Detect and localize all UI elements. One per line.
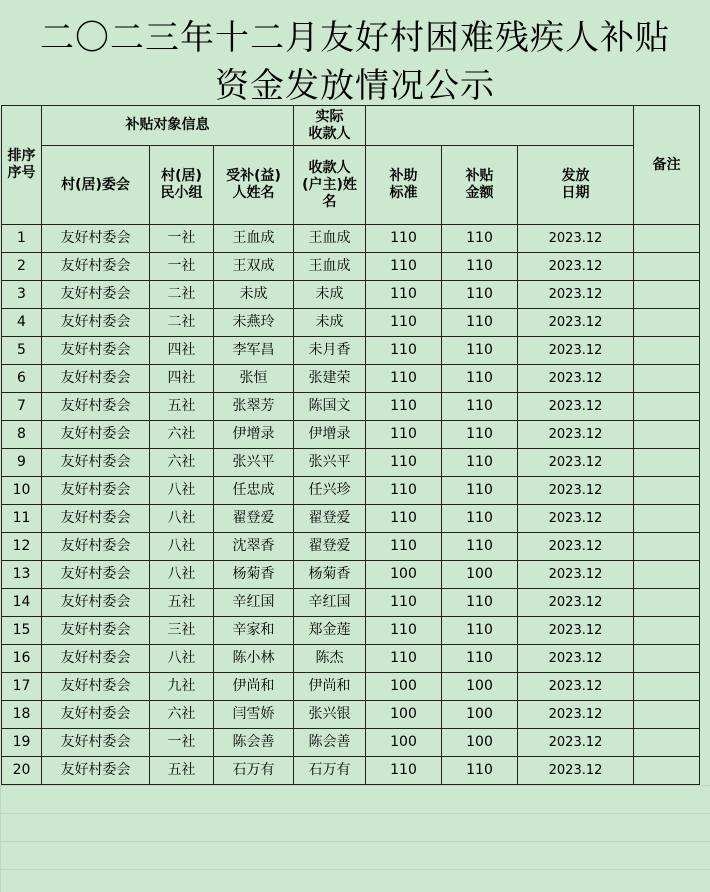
cell-team: 九社 [150,673,214,701]
cell-no: 10 [2,477,42,505]
cell-team: 一社 [150,729,214,757]
cell-standard: 110 [366,589,442,617]
cell-beneficiary: 杨菊香 [214,561,294,589]
cell-date: 2023.12 [518,393,634,421]
cell-remark [634,309,700,337]
cell-payee: 未成 [294,309,366,337]
cell-team: 八社 [150,645,214,673]
cell-standard: 110 [366,281,442,309]
cell-date: 2023.12 [518,533,634,561]
table-row [2,337,700,365]
cell-remark [634,561,700,589]
cell-standard: 110 [366,533,442,561]
cell-payee: 石万有 [294,757,366,785]
cell-beneficiary: 辛红国 [214,589,294,617]
cell-date: 2023.12 [518,729,634,757]
cell-standard: 100 [366,729,442,757]
cell-team: 八社 [150,505,214,533]
cell-beneficiary: 王血成 [214,225,294,253]
cell-no: 7 [2,393,42,421]
cell-payee: 伊尚和 [294,673,366,701]
table-row [2,309,700,337]
cell-committee: 友好村委会 [42,729,150,757]
cell-date: 2023.12 [518,617,634,645]
cell-beneficiary: 石万有 [214,757,294,785]
table-row [2,673,700,701]
cell-standard: 110 [366,421,442,449]
cell-committee: 友好村委会 [42,477,150,505]
cell-date: 2023.12 [518,589,634,617]
cell-committee: 友好村委会 [42,701,150,729]
cell-payee: 翟登爱 [294,533,366,561]
empty-sheet-grid [0,785,710,892]
cell-date: 2023.12 [518,421,634,449]
cell-standard: 110 [366,225,442,253]
cell-date: 2023.12 [518,309,634,337]
cell-no: 14 [2,589,42,617]
cell-amount: 110 [442,365,518,393]
cell-committee: 友好村委会 [42,337,150,365]
cell-team: 六社 [150,421,214,449]
cell-no: 6 [2,365,42,393]
cell-standard: 100 [366,701,442,729]
cell-remark [634,365,700,393]
cell-beneficiary: 王双成 [214,253,294,281]
cell-remark [634,505,700,533]
table-row [2,701,700,729]
cell-amount: 110 [442,253,518,281]
cell-standard: 100 [366,561,442,589]
table-row [2,225,700,253]
cell-amount: 110 [442,505,518,533]
cell-date: 2023.12 [518,561,634,589]
cell-no: 16 [2,645,42,673]
cell-remark [634,701,700,729]
cell-amount: 110 [442,757,518,785]
cell-committee: 友好村委会 [42,757,150,785]
cell-no: 11 [2,505,42,533]
cell-remark [634,337,700,365]
cell-payee: 张兴平 [294,449,366,477]
cell-no: 15 [2,617,42,645]
cell-beneficiary: 伊尚和 [214,673,294,701]
cell-no: 4 [2,309,42,337]
cell-payee: 杨菊香 [294,561,366,589]
cell-committee: 友好村委会 [42,253,150,281]
header-payee: 收款人 (户主)姓 名 [294,146,366,225]
cell-amount: 110 [442,309,518,337]
cell-committee: 友好村委会 [42,449,150,477]
cell-payee: 郑金莲 [294,617,366,645]
table-row [2,281,700,309]
table-row [2,421,700,449]
cell-amount: 110 [442,281,518,309]
cell-committee: 友好村委会 [42,617,150,645]
cell-no: 1 [2,225,42,253]
cell-beneficiary: 张恒 [214,365,294,393]
cell-beneficiary: 未成 [214,281,294,309]
cell-remark [634,533,700,561]
cell-payee: 王血成 [294,225,366,253]
table-row [2,645,700,673]
cell-amount: 110 [442,477,518,505]
cell-payee: 陈杰 [294,645,366,673]
cell-amount: 110 [442,533,518,561]
cell-amount: 110 [442,449,518,477]
cell-amount: 100 [442,561,518,589]
cell-date: 2023.12 [518,449,634,477]
cell-committee: 友好村委会 [42,673,150,701]
cell-standard: 110 [366,449,442,477]
cell-committee: 友好村委会 [42,309,150,337]
cell-payee: 未月香 [294,337,366,365]
cell-no: 13 [2,561,42,589]
table-row [2,589,700,617]
cell-team: 四社 [150,337,214,365]
table-row [2,253,700,281]
cell-no: 8 [2,421,42,449]
cell-payee: 陈会善 [294,729,366,757]
cell-team: 二社 [150,309,214,337]
cell-no: 9 [2,449,42,477]
cell-remark [634,673,700,701]
cell-standard: 110 [366,253,442,281]
cell-standard: 110 [366,757,442,785]
cell-standard: 110 [366,337,442,365]
cell-no: 18 [2,701,42,729]
cell-beneficiary: 未燕玲 [214,309,294,337]
table-row [2,729,700,757]
cell-committee: 友好村委会 [42,365,150,393]
cell-beneficiary: 张翠芳 [214,393,294,421]
cell-standard: 110 [366,393,442,421]
cell-date: 2023.12 [518,365,634,393]
cell-payee: 张建荣 [294,365,366,393]
header-blank-group [366,106,634,146]
cell-amount: 100 [442,701,518,729]
cell-beneficiary: 张兴平 [214,449,294,477]
cell-standard: 110 [366,645,442,673]
cell-remark [634,729,700,757]
cell-beneficiary: 李军昌 [214,337,294,365]
cell-beneficiary: 陈小林 [214,645,294,673]
cell-beneficiary: 任忠成 [214,477,294,505]
header-beneficiary: 受补(益) 人姓名 [214,146,294,225]
table-row [2,505,700,533]
cell-date: 2023.12 [518,337,634,365]
cell-beneficiary: 闫雪娇 [214,701,294,729]
cell-date: 2023.12 [518,253,634,281]
header-seq: 排序 序号 [2,106,42,225]
cell-amount: 100 [442,729,518,757]
table-body [2,225,700,785]
table-row [2,365,700,393]
cell-no: 2 [2,253,42,281]
cell-committee: 友好村委会 [42,533,150,561]
cell-remark [634,617,700,645]
cell-remark [634,421,700,449]
cell-team: 六社 [150,701,214,729]
cell-amount: 100 [442,673,518,701]
cell-remark [634,757,700,785]
cell-standard: 110 [366,477,442,505]
cell-beneficiary: 伊增录 [214,421,294,449]
cell-committee: 友好村委会 [42,393,150,421]
cell-no: 5 [2,337,42,365]
cell-payee: 任兴珍 [294,477,366,505]
cell-committee: 友好村委会 [42,561,150,589]
cell-amount: 110 [442,421,518,449]
cell-beneficiary: 辛家和 [214,617,294,645]
cell-remark [634,253,700,281]
cell-team: 八社 [150,561,214,589]
cell-standard: 110 [366,309,442,337]
cell-date: 2023.12 [518,673,634,701]
cell-team: 六社 [150,449,214,477]
cell-committee: 友好村委会 [42,281,150,309]
cell-date: 2023.12 [518,757,634,785]
table-row [2,617,700,645]
table-row [2,477,700,505]
cell-beneficiary: 翟登爱 [214,505,294,533]
cell-team: 四社 [150,365,214,393]
cell-standard: 110 [366,365,442,393]
header-team: 村(居) 民小组 [150,146,214,225]
header-date: 发放 日期 [518,146,634,225]
table-row [2,533,700,561]
cell-date: 2023.12 [518,477,634,505]
page-title-line-2: 资金发放情况公示 [215,66,495,106]
cell-remark [634,281,700,309]
table-row [2,561,700,589]
cell-amount: 110 [442,337,518,365]
cell-no: 19 [2,729,42,757]
cell-team: 一社 [150,225,214,253]
header-amount: 补贴 金额 [442,146,518,225]
cell-payee: 辛红国 [294,589,366,617]
cell-team: 八社 [150,533,214,561]
cell-payee: 翟登爱 [294,505,366,533]
cell-committee: 友好村委会 [42,225,150,253]
cell-team: 二社 [150,281,214,309]
cell-payee: 王血成 [294,253,366,281]
header-subject-group: 补贴对象信息 [42,106,294,146]
cell-payee: 未成 [294,281,366,309]
cell-beneficiary: 陈会善 [214,729,294,757]
header-committee: 村(居)委会 [42,146,150,225]
cell-remark [634,589,700,617]
header-actual-payee-group: 实际 收款人 [294,106,366,146]
cell-amount: 110 [442,645,518,673]
cell-no: 3 [2,281,42,309]
cell-no: 17 [2,673,42,701]
cell-team: 五社 [150,589,214,617]
cell-team: 五社 [150,757,214,785]
cell-committee: 友好村委会 [42,505,150,533]
cell-no: 20 [2,757,42,785]
cell-standard: 110 [366,617,442,645]
table-row [2,757,700,785]
cell-remark [634,449,700,477]
table-row [2,449,700,477]
cell-date: 2023.12 [518,645,634,673]
cell-date: 2023.12 [518,225,634,253]
cell-payee: 张兴银 [294,701,366,729]
cell-date: 2023.12 [518,505,634,533]
cell-amount: 110 [442,393,518,421]
cell-remark [634,393,700,421]
cell-standard: 110 [366,505,442,533]
cell-team: 五社 [150,393,214,421]
header-remark: 备注 [634,106,700,225]
cell-payee: 伊增录 [294,421,366,449]
cell-remark [634,225,700,253]
cell-amount: 110 [442,225,518,253]
cell-beneficiary: 沈翠香 [214,533,294,561]
subsidy-table [1,105,700,785]
table-row [2,393,700,421]
cell-team: 三社 [150,617,214,645]
cell-remark [634,645,700,673]
cell-team: 八社 [150,477,214,505]
cell-date: 2023.12 [518,281,634,309]
page-title-line-1: 二〇二三年十二月友好村困难残疾人补贴 [40,18,670,58]
cell-payee: 陈国文 [294,393,366,421]
cell-date: 2023.12 [518,701,634,729]
cell-no: 12 [2,533,42,561]
cell-remark [634,477,700,505]
cell-committee: 友好村委会 [42,589,150,617]
cell-standard: 100 [366,673,442,701]
cell-team: 一社 [150,253,214,281]
cell-amount: 110 [442,589,518,617]
cell-committee: 友好村委会 [42,645,150,673]
header-standard: 补助 标准 [366,146,442,225]
cell-amount: 110 [442,617,518,645]
cell-committee: 友好村委会 [42,421,150,449]
